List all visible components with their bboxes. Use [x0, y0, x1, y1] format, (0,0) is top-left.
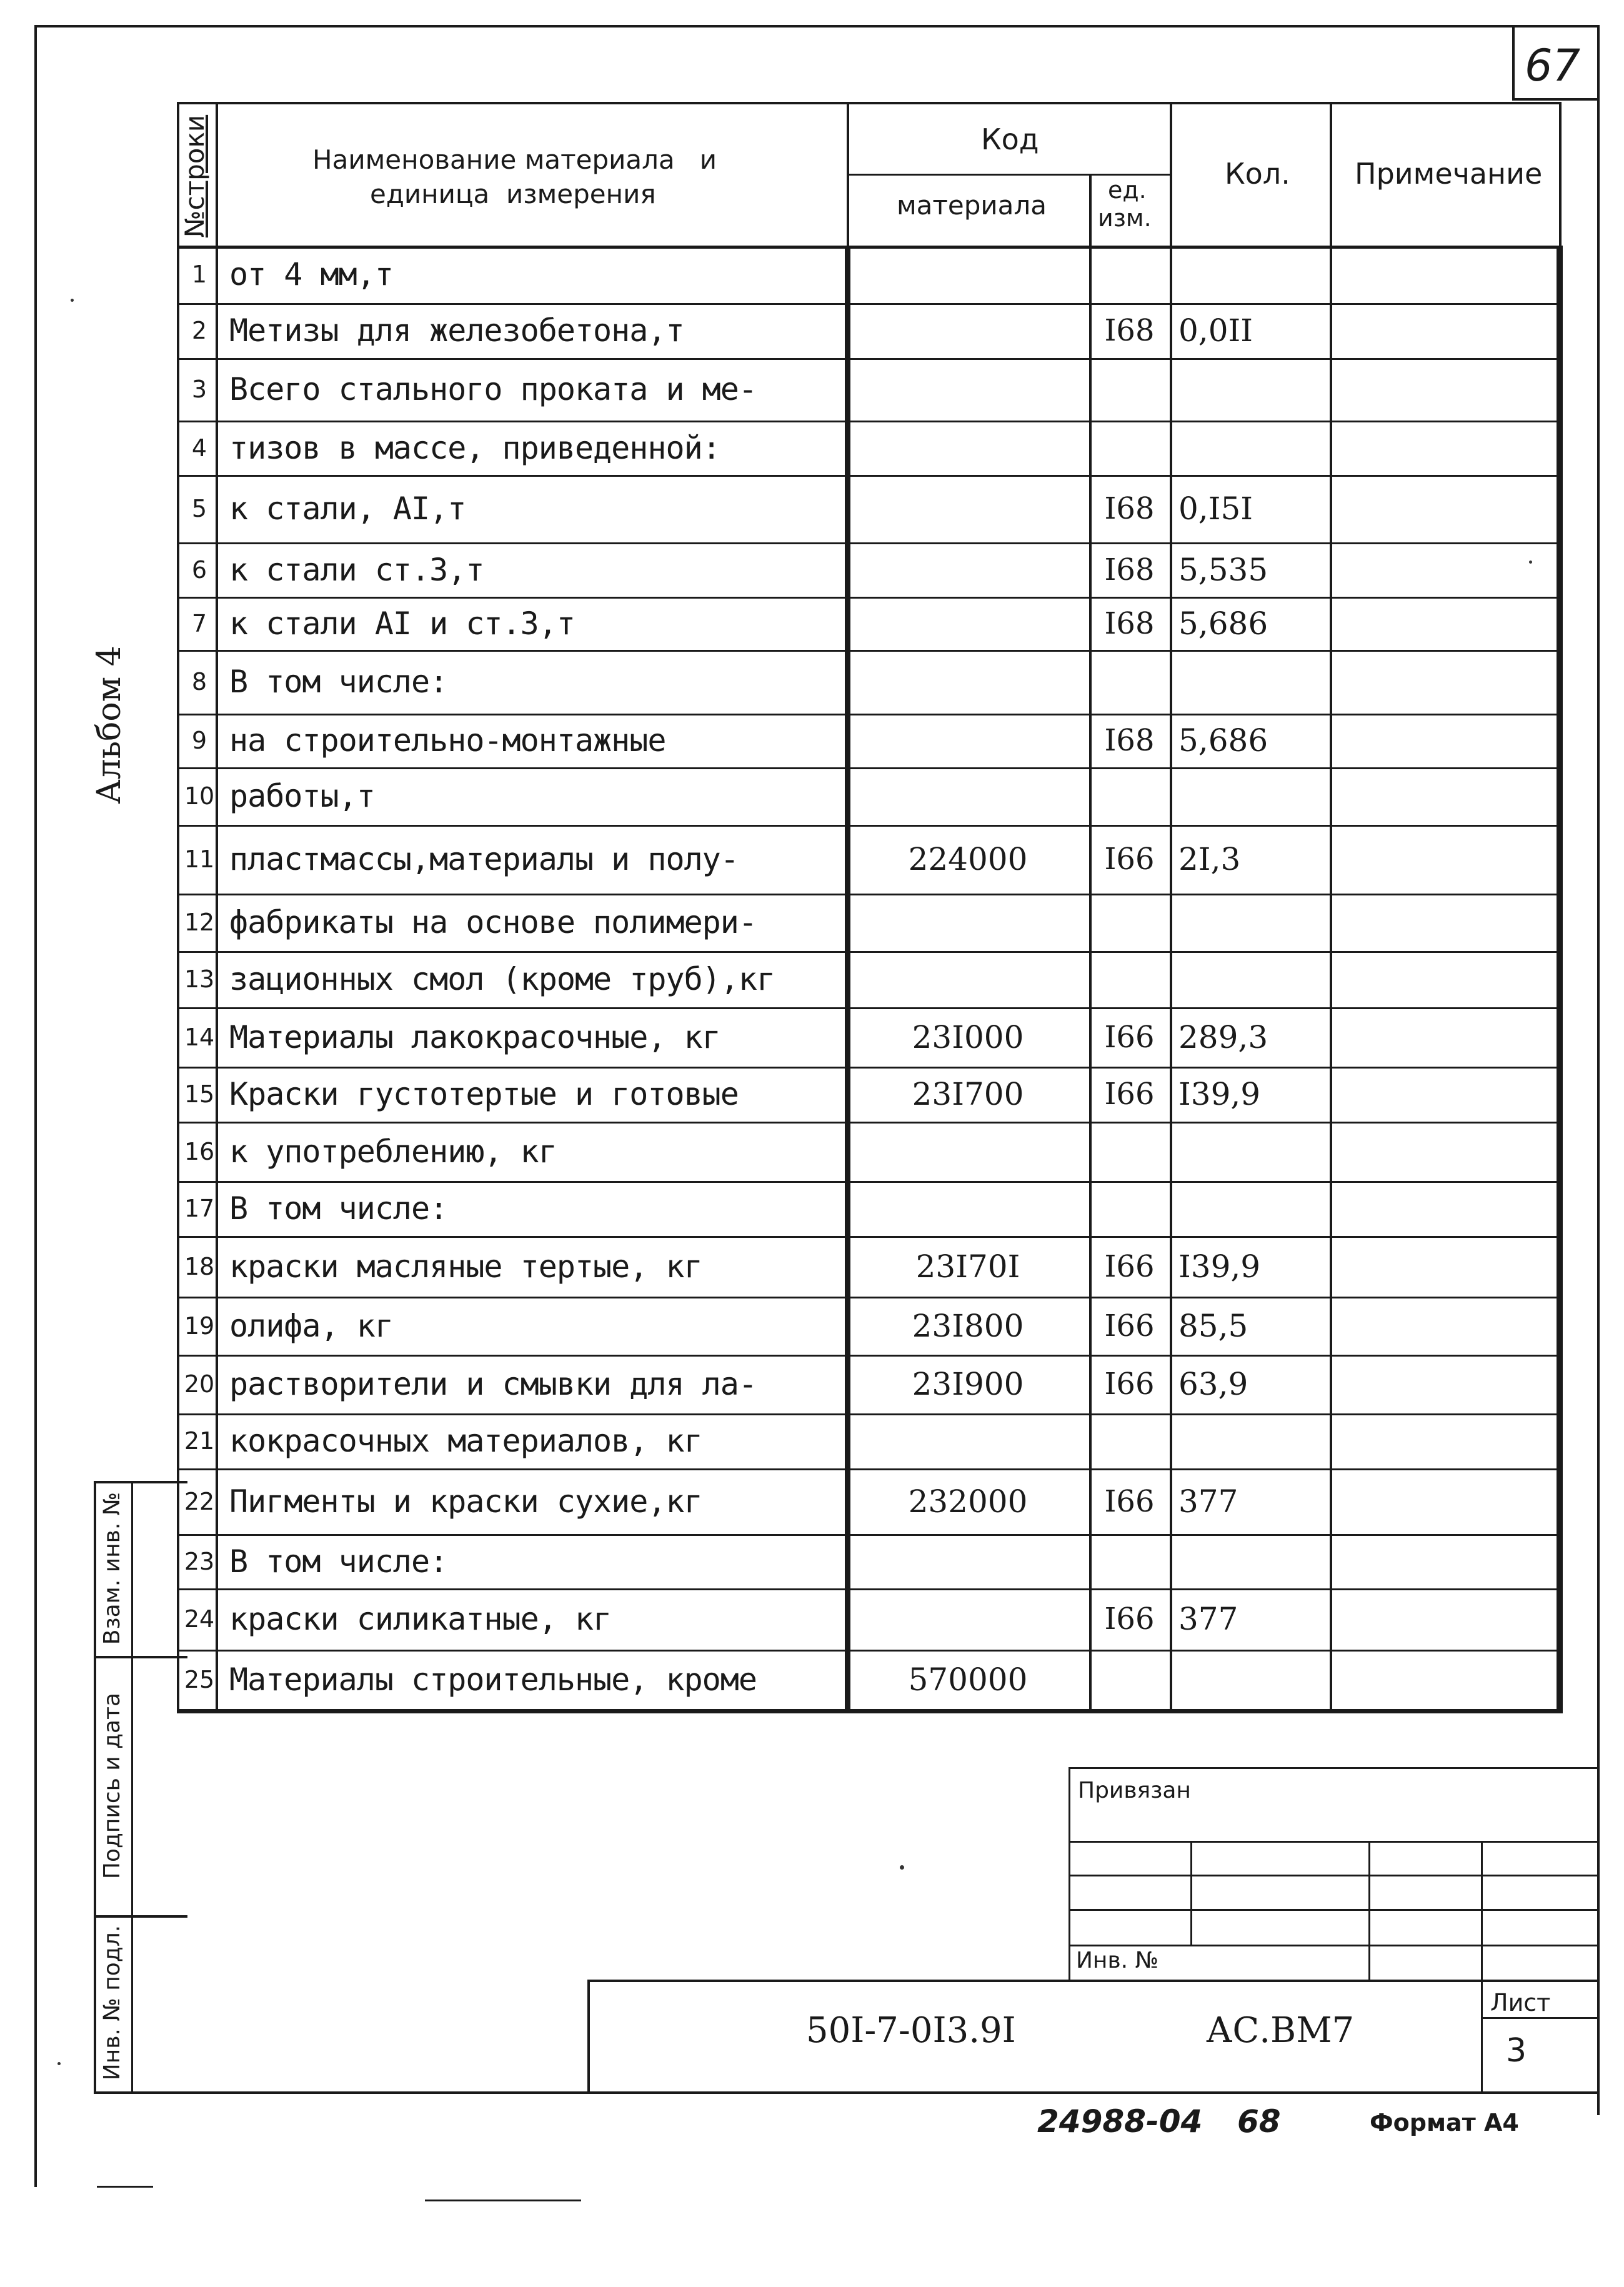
quantity: 0,I5I: [1178, 491, 1253, 527]
page-number-box-bottom: [1512, 98, 1600, 101]
header-row-number: №строки: [179, 114, 210, 238]
tb-h1: [1069, 1841, 1600, 1843]
material-name: В том числе:: [229, 664, 448, 700]
row-number: 16: [184, 1137, 215, 1165]
tb-v1: [1190, 1841, 1192, 1945]
material-code: [850, 597, 1085, 650]
row-number: 23: [184, 1547, 215, 1575]
header-code-material: материала: [897, 190, 1047, 221]
stamp-outer-left: [94, 1481, 96, 2093]
col-line-note: [1330, 102, 1332, 1712]
material-code: [850, 767, 1085, 825]
scan-speck: [1529, 561, 1532, 564]
tb-h4: [1069, 1945, 1600, 1946]
row-number: 2: [191, 317, 207, 344]
unit-code: [1092, 358, 1167, 421]
tb-main-top: [587, 1980, 1600, 1982]
col-line-code: [847, 102, 849, 246]
material-code: [850, 542, 1085, 597]
quantity: I39,9: [1178, 1248, 1261, 1285]
unit-code: [1092, 650, 1167, 714]
unit-code: [1092, 951, 1167, 1007]
tb-sheet-number: 3: [1506, 2032, 1527, 2070]
header-unit-line1: ед.: [1108, 176, 1147, 204]
unit-code: I68: [1104, 605, 1155, 641]
unit-code: I68: [1104, 723, 1155, 758]
material-code: [850, 421, 1085, 475]
row-number: 19: [184, 1312, 215, 1340]
tb-doc-code: 50I-7-0I3.9I: [806, 2010, 1016, 2051]
quantity: 377: [1178, 1601, 1238, 1637]
material-code: [850, 951, 1085, 1007]
header-unit-line2: изм.: [1098, 204, 1152, 232]
page-number-box-left: [1512, 25, 1515, 100]
material-name: Метизы для железобетона,т: [229, 312, 684, 349]
material-code: [850, 246, 1085, 303]
quantity: [1178, 1122, 1326, 1181]
quantity: [1178, 246, 1326, 303]
stamp-sep-1: [94, 1656, 187, 1658]
quantity: [1178, 358, 1326, 421]
tb-sheet-label: Лист: [1490, 1989, 1551, 2016]
col-line-right-bold: [1557, 246, 1563, 1713]
material-name: Материалы строительные, кроме: [229, 1661, 757, 1698]
material-name: к стали, АI,т: [229, 491, 466, 527]
unit-code: [1092, 1413, 1167, 1468]
row-number: 1: [191, 261, 207, 288]
material-name: краски силикатные, кг: [229, 1601, 612, 1637]
unit-code: [1092, 1181, 1167, 1236]
quantity: [1178, 1181, 1326, 1236]
quantity: [1178, 421, 1326, 475]
stamp-divider: [131, 1481, 133, 2093]
unit-code: [1092, 767, 1167, 825]
unit-code: I68: [1104, 552, 1155, 587]
material-code: [850, 1181, 1085, 1236]
unit-code: I66: [1104, 1483, 1155, 1519]
unit-code: [1092, 421, 1167, 475]
tb-sheet-label-bottom: [1481, 2017, 1600, 2019]
material-code: 23I70I: [915, 1248, 1020, 1285]
col-line-left: [177, 102, 179, 1712]
unit-code: I66: [1104, 1077, 1155, 1112]
frame-top-line: [34, 25, 1600, 27]
material-code: [850, 894, 1085, 951]
quantity: [1178, 894, 1326, 951]
footer-archive-page: 68: [1237, 2103, 1281, 2140]
table-bottom-line: [177, 1709, 1562, 1713]
material-code: 23I800: [912, 1307, 1024, 1344]
material-code: [850, 303, 1085, 358]
material-code: [850, 650, 1085, 714]
header-name-line2: единица измерения: [370, 179, 656, 209]
quantity: [1178, 767, 1326, 825]
material-name: пластмассы,материалы и полу-: [229, 841, 739, 877]
tb-v2: [1368, 1841, 1370, 1980]
stamp-top: [94, 1481, 187, 1483]
quantity: [1178, 650, 1326, 714]
row-number: 24: [184, 1605, 215, 1633]
unit-code: I66: [1104, 1602, 1155, 1637]
row-number: 21: [184, 1427, 215, 1455]
tb-privyazan: Привязан: [1078, 1778, 1191, 1803]
footer-archive-number: 24988-04: [1037, 2103, 1203, 2140]
material-code: [850, 358, 1085, 421]
scan-speck: [900, 1865, 904, 1870]
unit-code: I66: [1104, 1019, 1155, 1055]
row-number: 20: [184, 1370, 215, 1398]
tb-v3: [1481, 1841, 1483, 2094]
unit-code: I68: [1104, 313, 1155, 348]
material-name: к стали АI и ст.3,т: [229, 605, 575, 642]
material-name: от 4 мм,т: [229, 256, 393, 292]
material-name: тизов в массе, приведенной:: [229, 429, 720, 466]
frame-bottom-left-stub: [97, 2186, 153, 2188]
row-number: 4: [191, 434, 207, 462]
material-code: [850, 1122, 1085, 1181]
row-number: 15: [184, 1080, 215, 1108]
tb-main-left: [587, 1980, 590, 2094]
frame-bottom-short-line: [425, 2200, 581, 2201]
unit-code: [1092, 1650, 1167, 1709]
row-number: 25: [184, 1665, 215, 1693]
material-name: Материалы лакокрасочные, кг: [229, 1019, 720, 1055]
row-number: 18: [184, 1252, 215, 1280]
header-note: Примечание: [1355, 157, 1543, 191]
tb-privyazan-top: [1069, 1767, 1600, 1769]
material-name: Пигменты и краски сухие,кг: [229, 1483, 702, 1520]
material-name: Краски густотертые и готовые: [229, 1076, 739, 1112]
col-line-qty: [1170, 102, 1172, 1712]
quantity: [1178, 1534, 1326, 1588]
stamp-podpis-data: Подпись и дата: [99, 1692, 125, 1880]
material-code: 224000: [908, 841, 1028, 877]
col-line-code-bold: [845, 246, 850, 1713]
tb-inv-no: Инв. №: [1076, 1948, 1159, 1973]
header-name-line1: Наименование материала и: [312, 144, 717, 175]
row-number: 6: [191, 556, 207, 584]
footer-format: Формат А4: [1370, 2109, 1519, 2136]
material-code: [850, 1588, 1085, 1650]
unit-code: [1092, 1122, 1167, 1181]
material-code: 570000: [908, 1661, 1028, 1698]
page-number: 67: [1525, 40, 1581, 91]
quantity: 85,5: [1178, 1307, 1248, 1344]
frame-left-line: [34, 25, 37, 2187]
material-code: 23I000: [912, 1019, 1024, 1055]
material-name: к стали ст.3,т: [229, 551, 484, 588]
row-number: 17: [184, 1195, 215, 1222]
material-name: краски масляные тертые, кг: [229, 1248, 702, 1285]
unit-code: [1092, 1534, 1167, 1588]
quantity: 377: [1178, 1483, 1238, 1520]
header-qty: Кол.: [1225, 157, 1290, 191]
tb-h3: [1069, 1909, 1600, 1911]
material-name: Всего стального проката и ме-: [229, 371, 757, 407]
material-code: 23I700: [912, 1076, 1024, 1112]
material-name: олифа, кг: [229, 1307, 393, 1344]
frame-bottom-line: [94, 2091, 1600, 2094]
stamp-sep-2: [94, 1915, 187, 1918]
quantity: 5,686: [1178, 722, 1268, 759]
frame-right-line: [1597, 25, 1600, 2115]
quantity: 63,9: [1178, 1366, 1248, 1402]
material-name: работы,т: [229, 778, 375, 814]
material-name: растворители и смывки для ла-: [229, 1366, 757, 1402]
quantity: [1178, 1413, 1326, 1468]
header-code: Код: [981, 122, 1039, 156]
col-line-right: [1559, 102, 1562, 246]
material-name: к употреблению, кг: [229, 1133, 557, 1170]
material-code: 232000: [908, 1483, 1028, 1520]
material-code: [850, 475, 1085, 542]
material-name: кокрасочных материалов, кг: [229, 1423, 702, 1459]
stamp-inv-podl: Инв. № подл.: [99, 1925, 125, 2081]
material-name: зационных смол (кроме труб),кг: [229, 961, 775, 997]
unit-code: I66: [1104, 1308, 1155, 1343]
row-number: 9: [191, 727, 207, 754]
unit-code: [1092, 894, 1167, 951]
stamp-vzam-inv: Взам. инв. №: [99, 1492, 125, 1645]
unit-code: I68: [1104, 491, 1155, 526]
quantity: 2I,3: [1178, 841, 1241, 877]
quantity: 5,686: [1178, 605, 1268, 642]
tb-privyazan-left: [1069, 1767, 1070, 1980]
row-number: 22: [184, 1487, 215, 1515]
material-name: фабрикаты на основе полимери-: [229, 904, 757, 940]
row-number: 11: [184, 845, 215, 873]
album-label: Альбом 4: [91, 645, 128, 804]
row-number: 14: [184, 1023, 215, 1051]
material-name: В том числе:: [229, 1190, 448, 1227]
table-top-line: [177, 102, 1562, 104]
material-code: [850, 1534, 1085, 1588]
row-number: 10: [184, 782, 215, 810]
unit-code: I66: [1104, 1248, 1155, 1284]
scan-speck: [71, 299, 74, 302]
material-name: В том числе:: [229, 1543, 448, 1580]
quantity: 289,3: [1178, 1019, 1268, 1055]
quantity: [1178, 1650, 1326, 1709]
material-code: [850, 714, 1085, 767]
tb-doc-mark: АС.ВМ7: [1206, 2010, 1355, 2051]
quantity: I39,9: [1178, 1076, 1261, 1112]
row-number: 8: [191, 668, 207, 695]
unit-code: [1092, 246, 1167, 303]
row-number: 13: [184, 965, 215, 993]
unit-code: I66: [1104, 1367, 1155, 1402]
quantity: [1178, 951, 1326, 1007]
quantity: 0,0II: [1178, 312, 1253, 349]
scan-speck: [57, 2062, 61, 2065]
row-number: 12: [184, 909, 215, 936]
row-number: 7: [191, 609, 207, 637]
unit-code: I66: [1104, 842, 1155, 877]
row-number: 5: [191, 495, 207, 522]
material-name: на строительно-монтажные: [229, 722, 666, 759]
code-subheader-line: [847, 174, 1170, 176]
row-number: 3: [191, 376, 207, 403]
material-code: 23I900: [912, 1366, 1024, 1402]
tb-h2: [1069, 1875, 1600, 1876]
quantity: 5,535: [1178, 551, 1268, 588]
material-code: [850, 1413, 1085, 1468]
